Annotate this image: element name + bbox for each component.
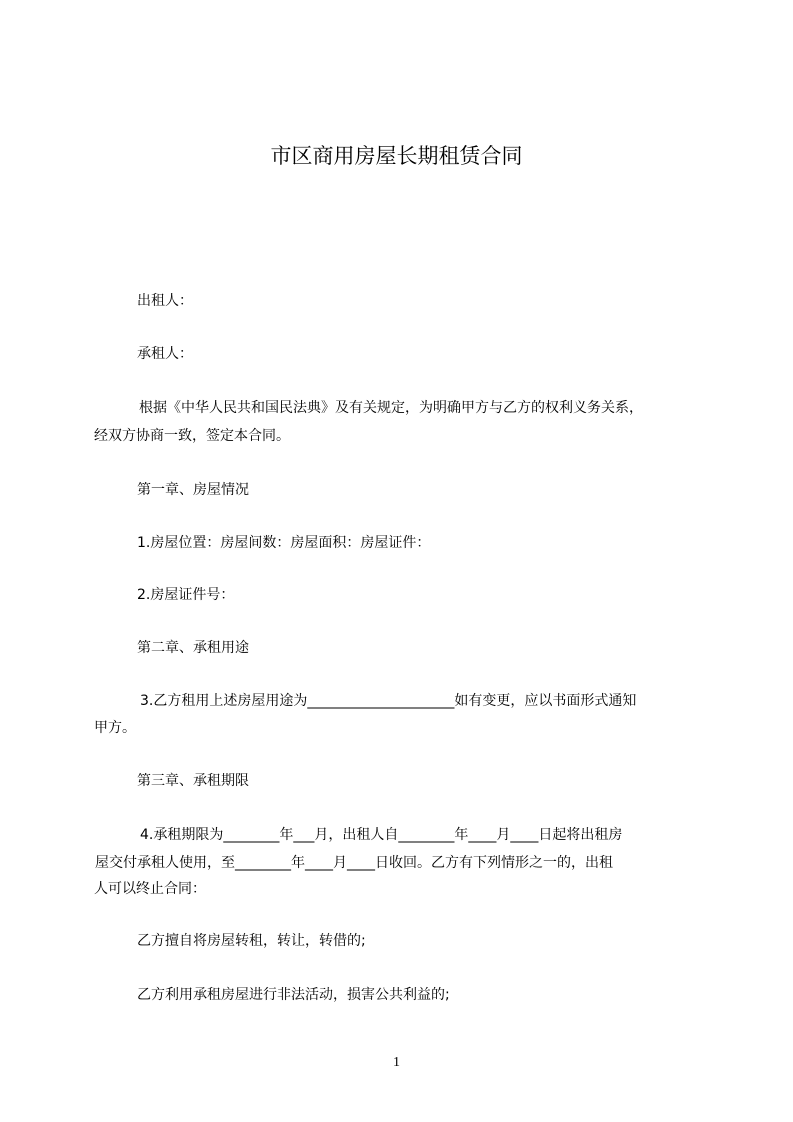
chapter1-heading: 第一章、房屋情况: [137, 482, 249, 498]
lessee-label: 承租人：: [137, 346, 193, 362]
item-1: 1.房屋位置：房屋间数：房屋面积：房屋证件：: [137, 535, 431, 551]
item-3-line-2: 甲方。: [94, 720, 136, 736]
chapter3-heading: 第三章、承租期限: [137, 773, 249, 789]
item-4-line-2: 屋交付承租人使用，至________年____月____日收回。乙方有下列情形之一的，出租: [95, 855, 613, 871]
chapter2-heading: 第二章、承租用途: [137, 640, 249, 656]
clause-a: 乙方擅自将房屋转租，转让，转借的;: [137, 933, 366, 949]
document-title: 市区商用房屋长期租赁合同: [270, 144, 523, 168]
item-3-line-1: 3.乙方租用上述房屋用途为_____________________如有变更，应以书面形式通知: [140, 693, 637, 709]
clause-b: 乙方利用承租房屋进行非法活动，损害公共利益的;: [137, 987, 450, 1003]
preamble-line-2: 经双方协商一致，签定本合同。: [94, 428, 290, 444]
lessor-label: 出租人：: [137, 293, 193, 309]
item-4-line-1: 4.承租期限为________年___月，出租人自________年____月____日起将出租房: [140, 827, 623, 843]
item-2: 2.房屋证件号：: [137, 587, 235, 603]
preamble-line-1: 根据《中华人民共和国民法典》及有关规定，为明确甲方与乙方的权利义务关系，: [139, 400, 643, 416]
item-4-line-3: 人可以终止合同：: [94, 881, 206, 897]
page-number: 1: [393, 1055, 400, 1070]
